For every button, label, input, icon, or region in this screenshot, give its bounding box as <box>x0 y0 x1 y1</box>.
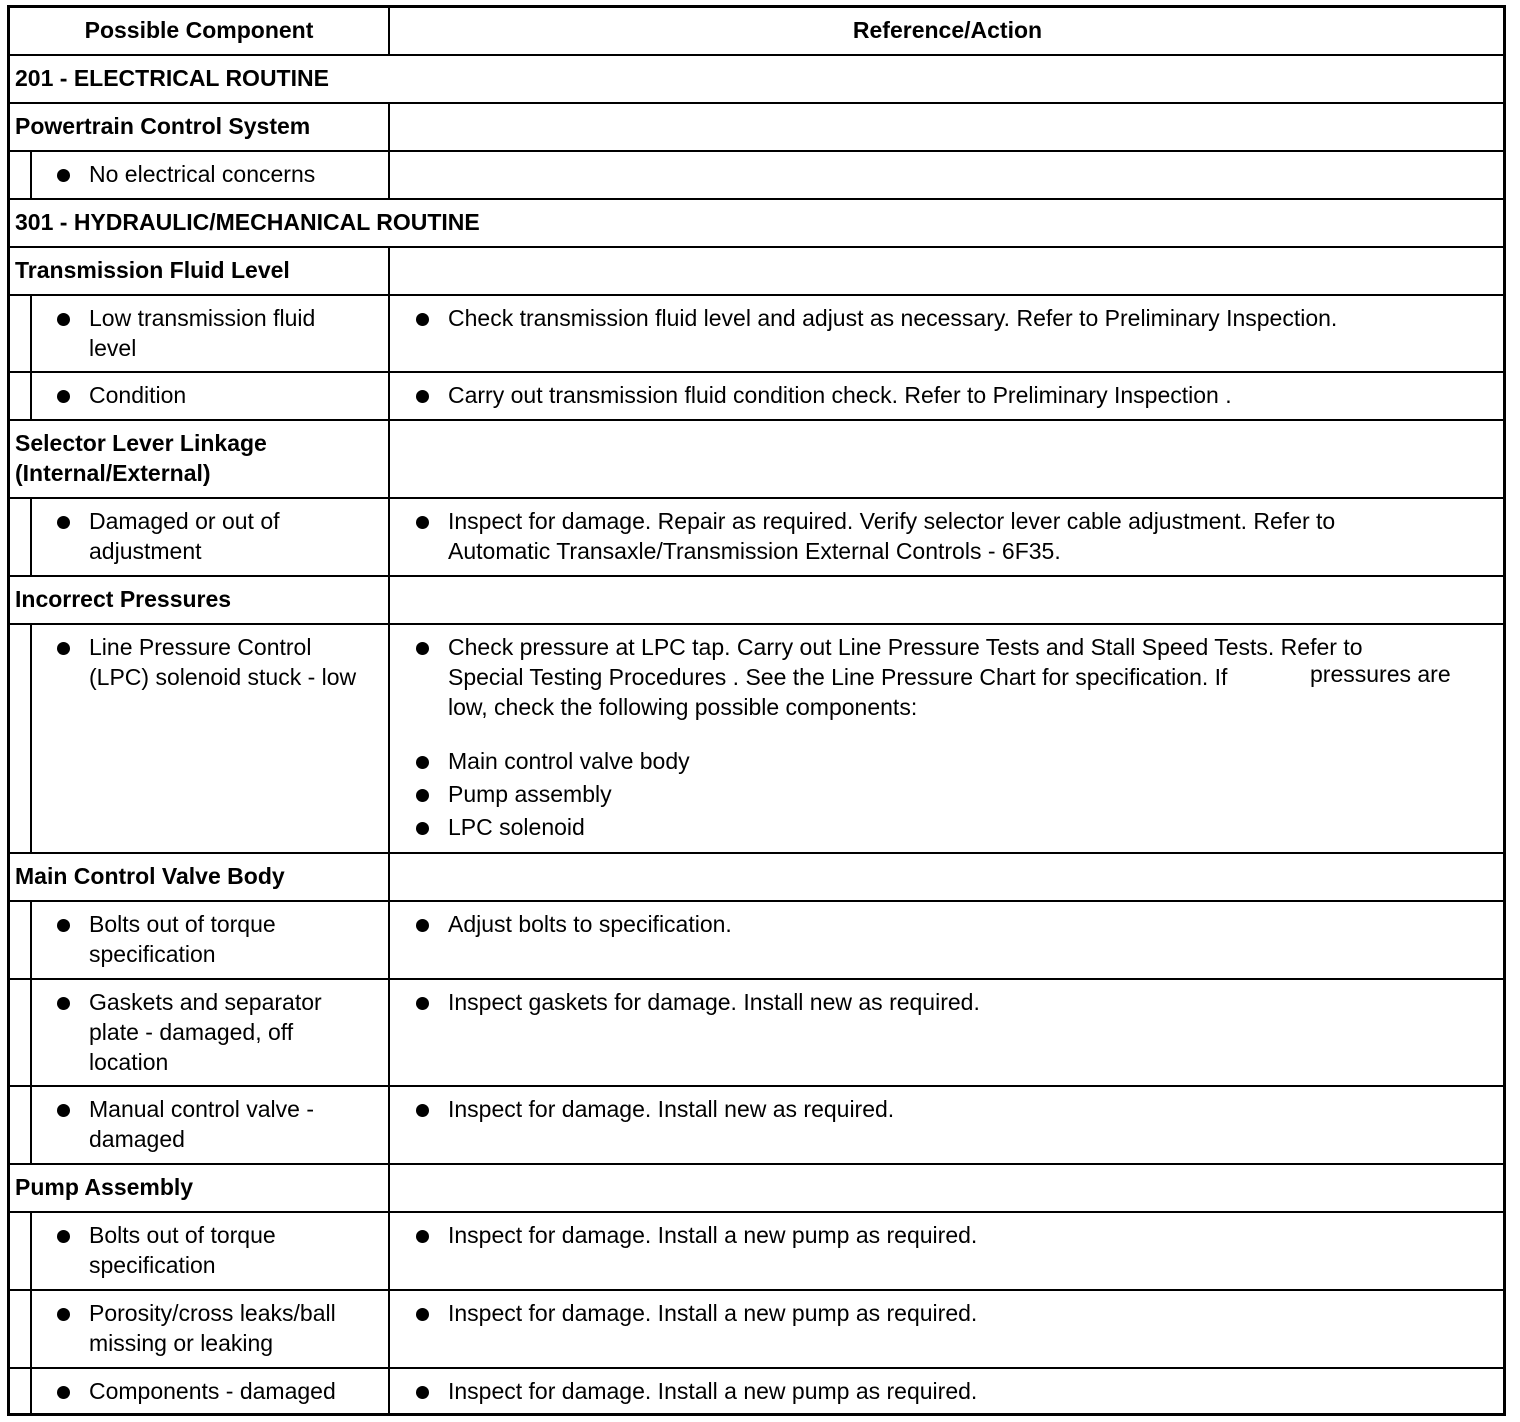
bullet-icon <box>416 789 429 802</box>
component-text: Bolts out of torque <box>89 1222 276 1248</box>
bullet-icon <box>57 997 70 1010</box>
column-divider <box>388 1367 390 1416</box>
component-text: damaged <box>89 1126 185 1152</box>
row-divider <box>7 1163 1506 1165</box>
row-divider <box>7 371 1506 373</box>
component-text: Line Pressure Control <box>89 634 312 660</box>
action-text: Check pressure at LPC tap. Carry out Line Pressure Tests and Stall Speed Tests. Refer to <box>448 634 1363 660</box>
column-divider <box>30 497 32 575</box>
action-text: Pump assembly <box>448 781 612 807</box>
component-text: missing or leaking <box>89 1330 274 1356</box>
column-divider <box>388 1163 390 1211</box>
component-text: Bolts out of torque <box>89 911 276 937</box>
column-divider <box>30 371 32 419</box>
bullet-icon <box>416 1386 429 1399</box>
column-divider <box>388 852 390 900</box>
component-text: Gaskets and separator <box>89 989 322 1015</box>
row-divider <box>7 246 1506 248</box>
column-divider <box>388 5 390 54</box>
row-divider <box>7 1289 1506 1291</box>
action-text: Special Testing Procedures . See the Line Pressure Chart for specification. If <box>448 664 1228 690</box>
column-divider <box>30 900 32 978</box>
column-divider <box>30 1211 32 1289</box>
action-text-note: pressures are <box>1310 661 1451 687</box>
bullet-icon <box>57 919 70 932</box>
column-divider <box>388 150 390 198</box>
row-divider <box>7 852 1506 854</box>
component-text: specification <box>89 1252 216 1278</box>
action-text: Inspect gaskets for damage. Install new as required. <box>448 989 980 1015</box>
component-text: (LPC) solenoid stuck - low <box>89 664 357 690</box>
row-divider <box>7 497 1506 499</box>
row-divider <box>7 54 1506 56</box>
row-divider <box>7 978 1506 980</box>
bullet-icon <box>416 313 429 326</box>
bullet-icon <box>57 516 70 529</box>
component-text: Low transmission fluid <box>89 305 316 331</box>
action-text: Inspect for damage. Install a new pump as required. <box>448 1300 978 1326</box>
row-divider <box>7 623 1506 625</box>
bullet-icon <box>57 1386 70 1399</box>
bullet-icon <box>416 822 429 835</box>
component-text: level <box>89 335 137 361</box>
row-divider <box>7 150 1506 152</box>
bullet-icon <box>416 756 429 769</box>
group-title: Powertrain Control System <box>15 113 311 139</box>
column-divider <box>388 246 390 294</box>
action-text: low, check the following possible components: <box>448 694 918 720</box>
action-text: Main control valve body <box>448 748 690 774</box>
group-title: Selector Lever Linkage <box>15 430 267 456</box>
bullet-icon <box>57 313 70 326</box>
bullet-icon <box>416 516 429 529</box>
column-divider <box>30 978 32 1085</box>
component-text: specification <box>89 941 216 967</box>
action-text: Inspect for damage. Install a new pump as required. <box>448 1378 978 1404</box>
action-text: Adjust bolts to specification. <box>448 911 732 937</box>
header-reference-action: Reference/Action <box>852 17 1043 43</box>
row-divider <box>7 900 1506 902</box>
column-divider <box>388 623 390 852</box>
bullet-icon <box>416 1230 429 1243</box>
bullet-icon <box>57 642 70 655</box>
group-title: Transmission Fluid Level <box>15 257 290 283</box>
bullet-icon <box>416 997 429 1010</box>
action-text: LPC solenoid <box>448 814 585 840</box>
column-divider <box>30 1289 32 1367</box>
column-divider <box>388 294 390 371</box>
bullet-icon <box>416 919 429 932</box>
component-text: adjustment <box>89 538 202 564</box>
column-divider <box>388 497 390 575</box>
column-divider <box>30 1085 32 1163</box>
row-divider <box>7 575 1506 577</box>
row-divider <box>7 294 1506 296</box>
row-divider <box>7 1211 1506 1213</box>
column-divider <box>30 1367 32 1416</box>
action-text: Inspect for damage. Install new as required. <box>448 1096 895 1122</box>
bullet-icon <box>57 1230 70 1243</box>
row-divider <box>7 1367 1506 1369</box>
column-divider <box>388 900 390 978</box>
section-title: 301 - HYDRAULIC/MECHANICAL ROUTINE <box>15 209 480 235</box>
section-title: 201 - ELECTRICAL ROUTINE <box>15 65 329 91</box>
row-divider <box>7 1085 1506 1087</box>
component-text: No electrical concerns <box>89 161 316 187</box>
column-divider <box>388 1211 390 1289</box>
bullet-icon <box>57 1104 70 1117</box>
component-text: Damaged or out of <box>89 508 280 534</box>
bullet-icon <box>57 1308 70 1321</box>
group-title: Incorrect Pressures <box>15 586 232 612</box>
action-text: Inspect for damage. Repair as required. Verify selector lever cable adjustment. Refer to <box>448 508 1336 534</box>
bullet-icon <box>57 390 70 403</box>
component-text: Porosity/cross leaks/ball <box>89 1300 336 1326</box>
action-text: Automatic Transaxle/Transmission External Controls - 6F35. <box>448 538 1061 564</box>
bullet-icon <box>416 1308 429 1321</box>
column-divider <box>30 294 32 371</box>
action-text: Carry out transmission fluid condition check. Refer to Preliminary Inspection . <box>448 382 1232 408</box>
row-divider <box>7 102 1506 104</box>
group-title: Main Control Valve Body <box>15 863 285 889</box>
bullet-icon <box>57 169 70 182</box>
column-divider <box>388 575 390 623</box>
column-divider <box>388 371 390 419</box>
component-text: Manual control valve - <box>89 1096 314 1122</box>
column-divider <box>388 1085 390 1163</box>
column-divider <box>388 419 390 497</box>
group-title: (Internal/External) <box>15 460 211 486</box>
action-text: Inspect for damage. Install a new pump as required. <box>448 1222 978 1248</box>
component-text: plate - damaged, off <box>89 1019 294 1045</box>
bullet-icon <box>416 1104 429 1117</box>
group-title: Pump Assembly <box>15 1174 194 1200</box>
component-text: Components - damaged <box>89 1378 336 1404</box>
column-divider <box>388 978 390 1085</box>
row-divider <box>7 419 1506 421</box>
column-divider <box>30 623 32 852</box>
column-divider <box>388 102 390 150</box>
column-divider <box>30 150 32 198</box>
column-divider <box>388 1289 390 1367</box>
component-text: location <box>89 1049 169 1075</box>
header-possible-component: Possible Component <box>84 17 314 43</box>
bullet-icon <box>416 642 429 655</box>
component-text: Condition <box>89 382 187 408</box>
action-text: Check transmission fluid level and adjust as necessary. Refer to Preliminary Inspection. <box>448 305 1338 331</box>
row-divider <box>7 198 1506 200</box>
bullet-icon <box>416 390 429 403</box>
